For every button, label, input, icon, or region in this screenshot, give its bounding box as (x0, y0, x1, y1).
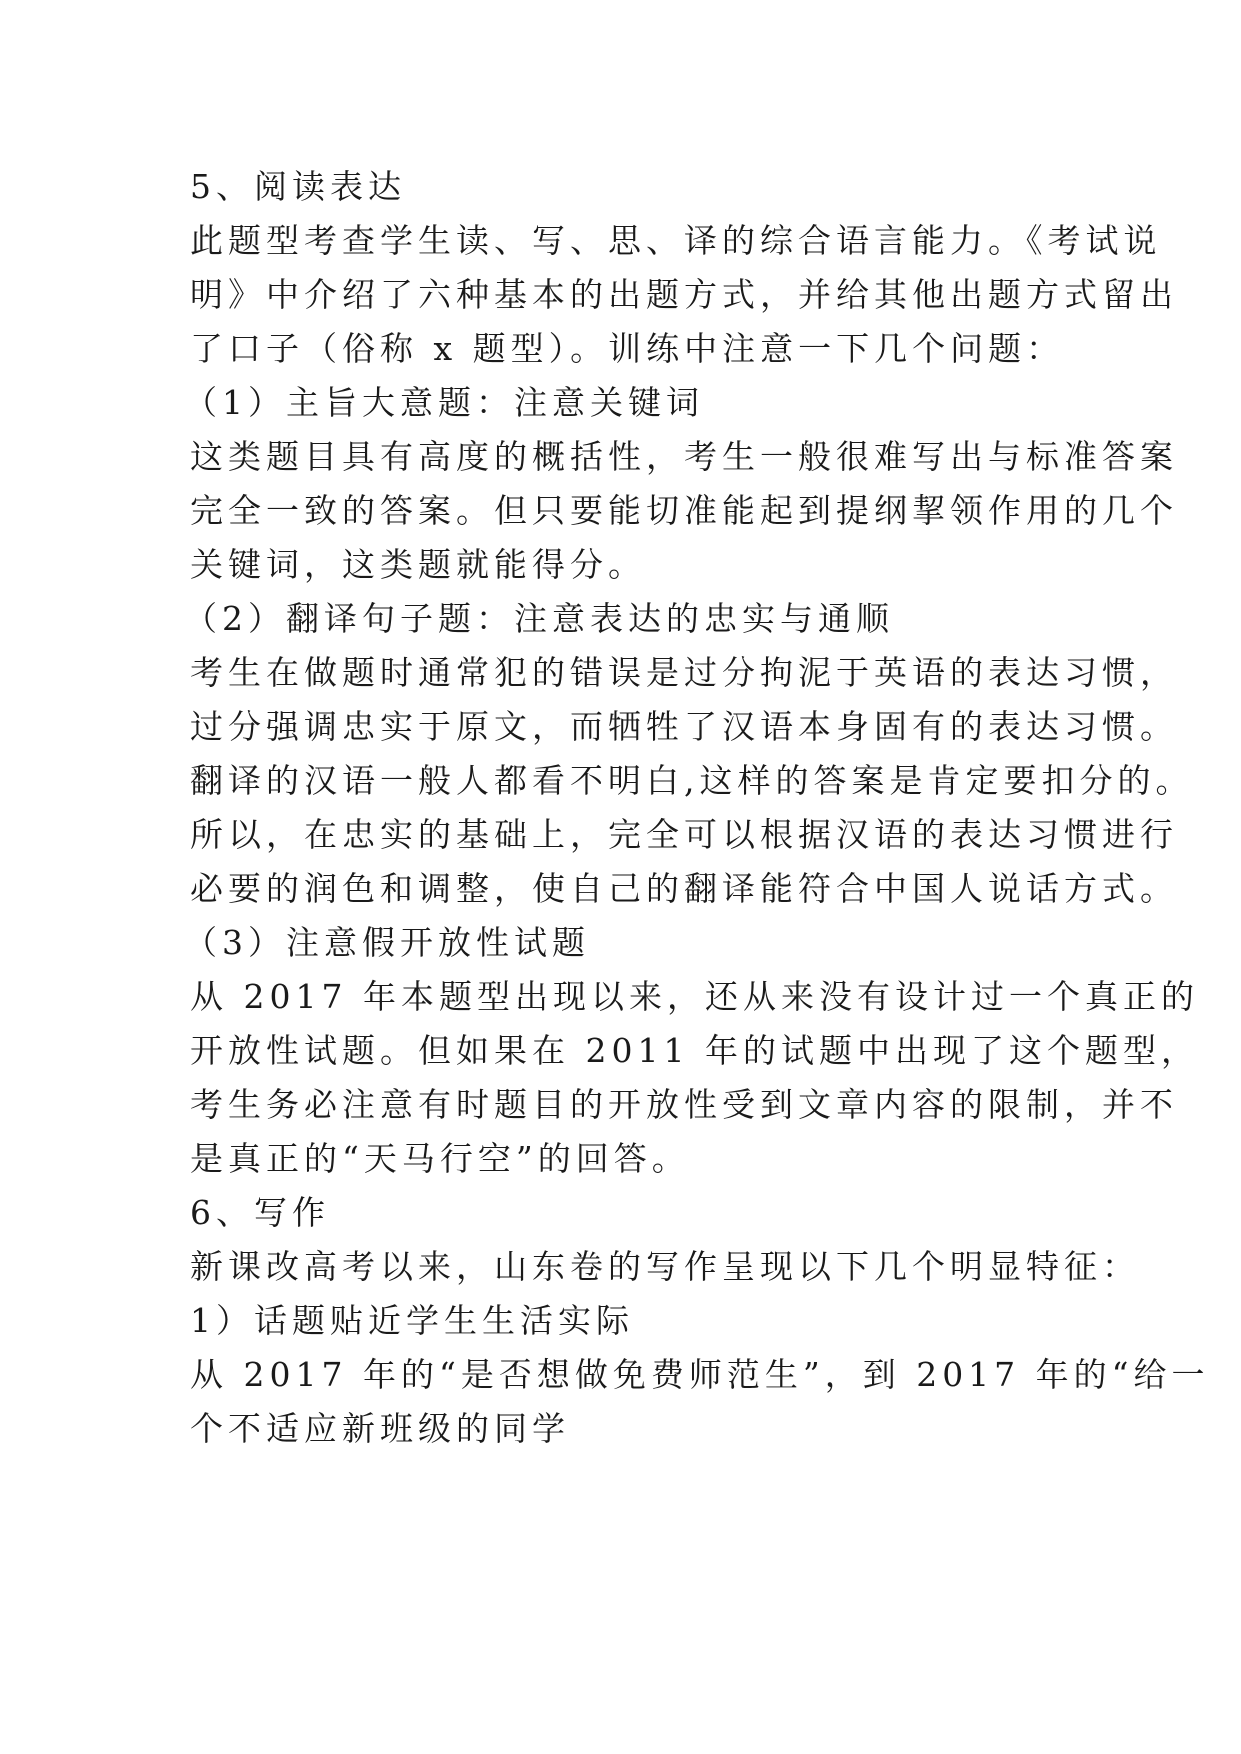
paragraph-line: 这类题目具有高度的概括性，考生一般很难写出与标准答案 (190, 437, 1178, 476)
paragraph-line: 明》中介绍了六种基本的出题方式，并给其他出题方式留出 (190, 275, 1178, 314)
paragraph-line: 开放性试题。但如果在 2011 年的试题中出现了这个题型， (190, 1031, 1199, 1070)
subheading-pseudo-open: （3）注意假开放性试题 (184, 923, 590, 962)
paragraph-line: 所以，在忠实的基础上，完全可以根据汉语的表达习惯进行 (190, 815, 1178, 854)
paragraph-line: 过分强调忠实于原文，而牺牲了汉语本身固有的表达习惯。 (190, 707, 1178, 746)
paragraph-line: 新课改高考以来，山东卷的写作呈现以下几个明显特征： (190, 1247, 1140, 1286)
paragraph-line: 从 2017 年的“是否想做免费师范生”，到 2017 年的“给一 (190, 1355, 1210, 1394)
section-heading-writing: 6、写作 (190, 1193, 330, 1232)
paragraph-line: 考生务必注意有时题目的开放性受到文章内容的限制，并不 (190, 1085, 1178, 1124)
paragraph-line: 完全一致的答案。但只要能切准能起到提纲挈领作用的几个 (190, 491, 1178, 530)
section-heading-reading-expression: 5、阅读表达 (190, 167, 406, 206)
paragraph-line: 个不适应新班级的同学 (190, 1409, 570, 1448)
subheading-main-idea: （1）主旨大意题：注意关键词 (184, 383, 704, 422)
paragraph-line: 了口子（俗称 x 题型）。训练中注意一下几个问题： (190, 329, 1065, 368)
paragraph-line: 翻译的汉语一般人都看不明白,这样的答案是肯定要扣分的。 (190, 761, 1194, 800)
paragraph-line: 是真正的“天马行空”的回答。 (190, 1139, 690, 1178)
paragraph-line: 考生在做题时通常犯的错误是过分拘泥于英语的表达习惯， (190, 653, 1178, 692)
paragraph-line: 此题型考查学生读、写、思、译的综合语言能力。《考试说 (190, 221, 1162, 260)
document-body (184, 160, 1210, 1456)
paragraph-line: 必要的润色和调整，使自己的翻译能符合中国人说话方式。 (190, 869, 1178, 908)
subheading-translation: （2）翻译句子题：注意表达的忠实与通顺 (184, 599, 894, 638)
subheading-topic: 1）话题贴近学生生活实际 (190, 1301, 634, 1340)
paragraph-line: 从 2017 年本题型出现以来，还从来没有设计过一个真正的 (190, 977, 1199, 1016)
paragraph-line: 关键词，这类题就能得分。 (190, 545, 646, 584)
